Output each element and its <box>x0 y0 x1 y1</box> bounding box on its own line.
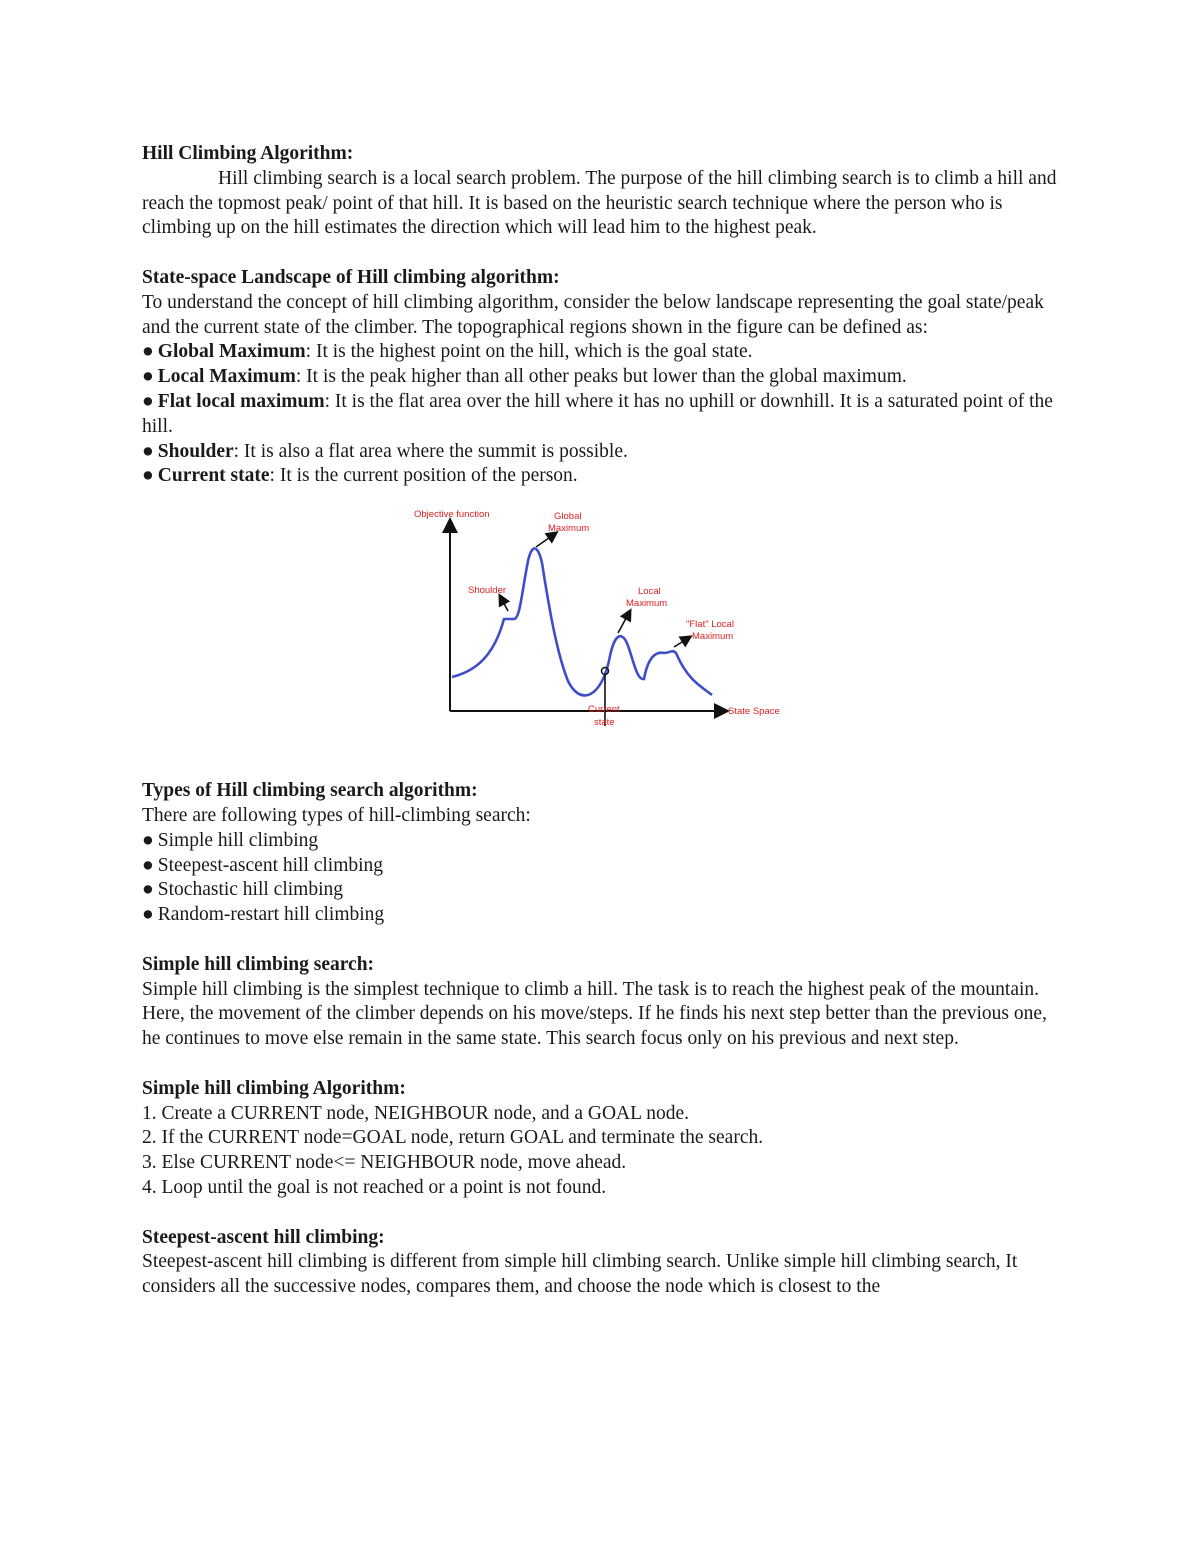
list-item <box>142 878 1057 903</box>
type-label: Random-restart hill climbing <box>157 904 385 926</box>
flat-local-max-label: "Flat" Local <box>686 619 734 631</box>
region-desc: : It is the peak higher than all other peaks but lower than the global maximum. <box>295 366 907 388</box>
current-state-label: Current <box>588 704 620 716</box>
list-item <box>142 829 1057 854</box>
bullet-icon: ● <box>142 341 154 363</box>
flat-local-max-arrow <box>674 637 690 647</box>
landscape-section <box>142 266 1057 489</box>
list-item: 4. Loop until the goal is not reached or a point is not found. <box>142 1176 607 1198</box>
algorithm-heading: Simple hill climbing Algorithm: <box>142 1077 406 1099</box>
region-term: Current state <box>157 465 270 487</box>
local-max-label: Maximum <box>626 598 668 610</box>
steepest-heading: Steepest-ascent hill climbing: <box>142 1226 385 1248</box>
list-item <box>142 854 1057 879</box>
flat-local-max-label: Maximum <box>692 631 734 643</box>
simple-body: Simple hill climbing is the simplest technique to climb a hill. The task is to reach the highest peak of the mountain. Here, the movement of the climber depends on his move/steps. If he finds his next step better than the previous one, he continues to move else remain in the same state. This search focus only on his previous and next step. <box>142 978 1047 1050</box>
algorithm-section <box>142 1077 1057 1201</box>
y-axis-label: Objective function <box>414 509 490 521</box>
list-item <box>142 464 1057 489</box>
landscape-curve <box>452 549 712 696</box>
region-desc: : It is the highest point on the hill, which is the goal state. <box>305 341 753 363</box>
landscape-figure <box>142 501 1057 759</box>
document-content <box>142 142 1057 1325</box>
shoulder-arrow <box>500 596 508 611</box>
bullet-icon: ● <box>142 829 154 851</box>
steepest-body: Steepest-ascent hill climbing is different from simple hill climbing search. Unlike simple hill climbing search, It considers all the successive nodes, compares them, and choose the node which is closest to the <box>142 1251 1018 1298</box>
bullet-icon: ● <box>142 465 154 487</box>
current-state-label: state <box>594 717 615 729</box>
bullet-icon: ● <box>142 390 154 412</box>
region-desc: : It is the flat area over the hill where it has no uphill or downhill. It is a saturated point of the hill. <box>142 390 1053 437</box>
types-section <box>142 779 1057 928</box>
global-max-label: Maximum <box>548 523 590 535</box>
region-term: Local Maximum <box>157 366 296 388</box>
types-body: There are following types of hill-climbing search: <box>142 804 531 826</box>
list-item: 3. Else CURRENT node<= NEIGHBOUR node, move ahead. <box>142 1152 627 1174</box>
region-term: Flat local maximum <box>157 390 325 412</box>
list-item <box>142 340 1057 365</box>
region-term: Global Maximum <box>157 341 306 363</box>
landscape-diagram <box>406 501 796 741</box>
steepest-section <box>142 1226 1057 1300</box>
shoulder-label: Shoulder <box>468 585 507 597</box>
region-desc: : It is the current position of the person. <box>269 465 578 487</box>
bullet-icon: ● <box>142 904 154 926</box>
simple-heading: Simple hill climbing search: <box>142 953 375 975</box>
types-heading: Types of Hill climbing search algorithm: <box>142 780 478 802</box>
region-desc: : It is also a flat area where the summit is possible. <box>233 440 628 462</box>
bullet-icon: ● <box>142 879 154 901</box>
global-max-label: Global <box>554 511 582 523</box>
x-axis-label: State Space <box>728 706 780 718</box>
local-max-arrow <box>618 611 630 633</box>
intro-body: Hill climbing search is a local search problem. The purpose of the hill climbing search is to climb a hill and reach the topmost peak/ point of that hill. It is based on the heuristic search technique where the person who is climbing up on the hill estimates the direction which will lead him to the highest peak. <box>142 167 1057 239</box>
algorithm-steps <box>142 1102 1057 1201</box>
region-term: Shoulder <box>157 440 234 462</box>
list-item: 2. If the CURRENT node=GOAL node, return GOAL and terminate the search. <box>142 1127 764 1149</box>
list-item <box>142 365 1057 390</box>
landscape-heading: State-space Landscape of Hill climbing algorithm: <box>142 266 560 288</box>
intro-heading: Hill Climbing Algorithm: <box>142 143 354 164</box>
type-label: Simple hill climbing <box>157 829 319 851</box>
list-item <box>142 903 1057 928</box>
bullet-icon: ● <box>142 440 154 462</box>
list-item <box>142 390 1057 440</box>
intro-section <box>142 142 1057 241</box>
type-label: Stochastic hill climbing <box>157 879 344 901</box>
landscape-body: To understand the concept of hill climbing algorithm, consider the below landscape representing the goal state/peak and the current state of the climber. The topographical regions shown in the figure can be defined as: <box>142 291 1044 338</box>
list-item <box>142 440 1057 465</box>
simple-section <box>142 953 1057 1052</box>
list-item: 1. Create a CURRENT node, NEIGHBOUR node, and a GOAL node. <box>142 1102 689 1124</box>
regions-list <box>142 340 1057 489</box>
type-label: Steepest-ascent hill climbing <box>157 854 384 876</box>
global-max-arrow <box>536 533 556 547</box>
types-list <box>142 829 1057 928</box>
bullet-icon: ● <box>142 366 154 388</box>
bullet-icon: ● <box>142 854 154 876</box>
local-max-label: Local <box>638 586 661 598</box>
